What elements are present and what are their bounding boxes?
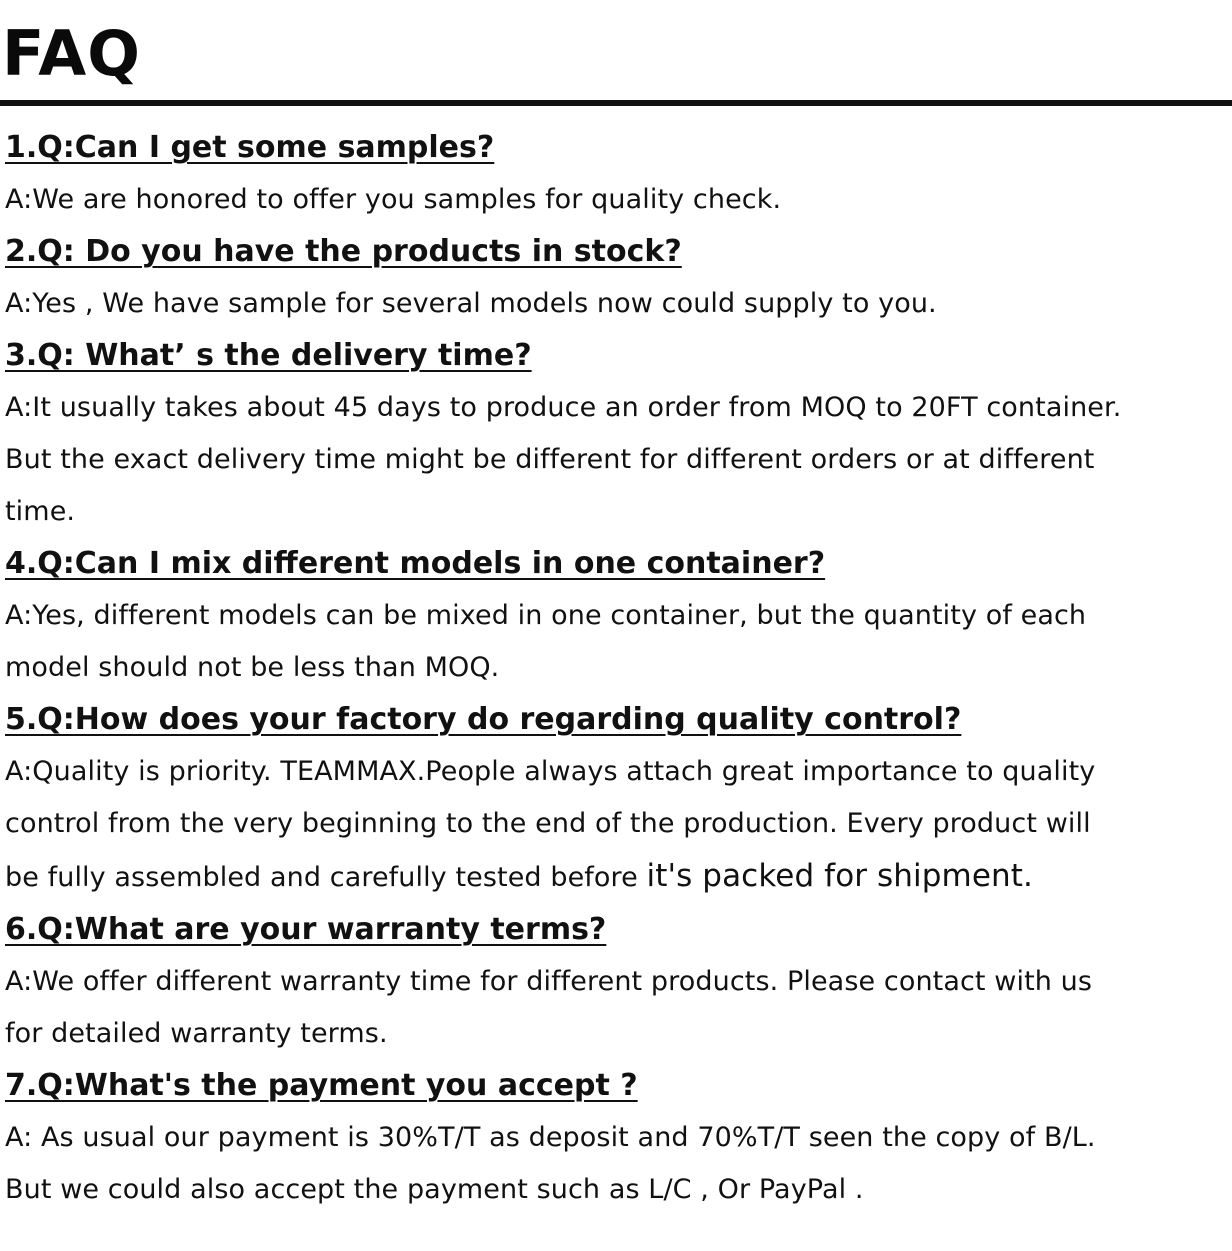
faq-question: 2.Q: Do you have the products in stock? xyxy=(5,234,682,269)
answer-line: for detailed warranty terms. xyxy=(5,1018,388,1049)
answer-line: A:Yes, different models can be mixed in one container, but the quantity of each xyxy=(5,600,1087,631)
answer-line: A:We are honored to offer you samples for quality check. xyxy=(5,184,782,215)
answer-line: A:Yes , We have sample for several models now could supply to you. xyxy=(5,288,937,319)
faq-answer xyxy=(5,1112,1230,1216)
answer-line: But we could also accept the payment such as L/C , Or PayPal . xyxy=(5,1174,864,1205)
faq-answer xyxy=(5,746,1230,904)
faq-item-2 xyxy=(5,226,1230,330)
answer-line xyxy=(5,850,1230,904)
faq-item-1 xyxy=(5,122,1230,226)
faq-question: 4.Q:Can I mix different models in one container? xyxy=(5,546,826,581)
answer-line: model should not be less than MOQ. xyxy=(5,652,500,683)
answer-line: time. xyxy=(5,496,76,527)
faq-question: 6.Q:What are your warranty terms? xyxy=(5,912,607,947)
faq-item-4 xyxy=(5,538,1230,694)
faq-list xyxy=(5,122,1230,1216)
faq-answer xyxy=(5,590,1230,694)
answer-line-tail: it's packed for shipment. xyxy=(646,858,1033,894)
answer-line: A:Quality is priority. TEAMMAX.People always attach great importance to quality xyxy=(5,756,1096,787)
answer-line: A:We offer different warranty time for different products. Please contact with us xyxy=(5,966,1093,997)
title-divider xyxy=(0,100,1232,106)
faq-answer xyxy=(5,382,1230,538)
page-title: FAQ xyxy=(2,17,141,90)
answer-line: A:It usually takes about 45 days to produce an order from MOQ to 20FT container. xyxy=(5,392,1122,423)
answer-line: A: As usual our payment is 30%T/T as deposit and 70%T/T seen the copy of B/L. xyxy=(5,1122,1096,1153)
faq-item-7 xyxy=(5,1060,1230,1216)
answer-line-start: be fully assembled and carefully tested before xyxy=(5,862,647,893)
faq-item-3 xyxy=(5,330,1230,538)
answer-line: control from the very beginning to the end of the production. Every product will xyxy=(5,808,1091,839)
faq-item-6 xyxy=(5,904,1230,1060)
faq-question: 5.Q:How does your factory do regarding quality control? xyxy=(5,702,962,737)
faq-question: 7.Q:What's the payment you accept ? xyxy=(5,1068,638,1103)
faq-item-5 xyxy=(5,694,1230,904)
faq-question: 3.Q: What’ s the delivery time? xyxy=(5,338,532,373)
faq-answer xyxy=(5,278,1230,330)
answer-line: But the exact delivery time might be different for different orders or at different xyxy=(5,444,1095,475)
faq-answer xyxy=(5,956,1230,1060)
faq-question: 1.Q:Can I get some samples? xyxy=(5,130,495,165)
faq-answer xyxy=(5,174,1230,226)
